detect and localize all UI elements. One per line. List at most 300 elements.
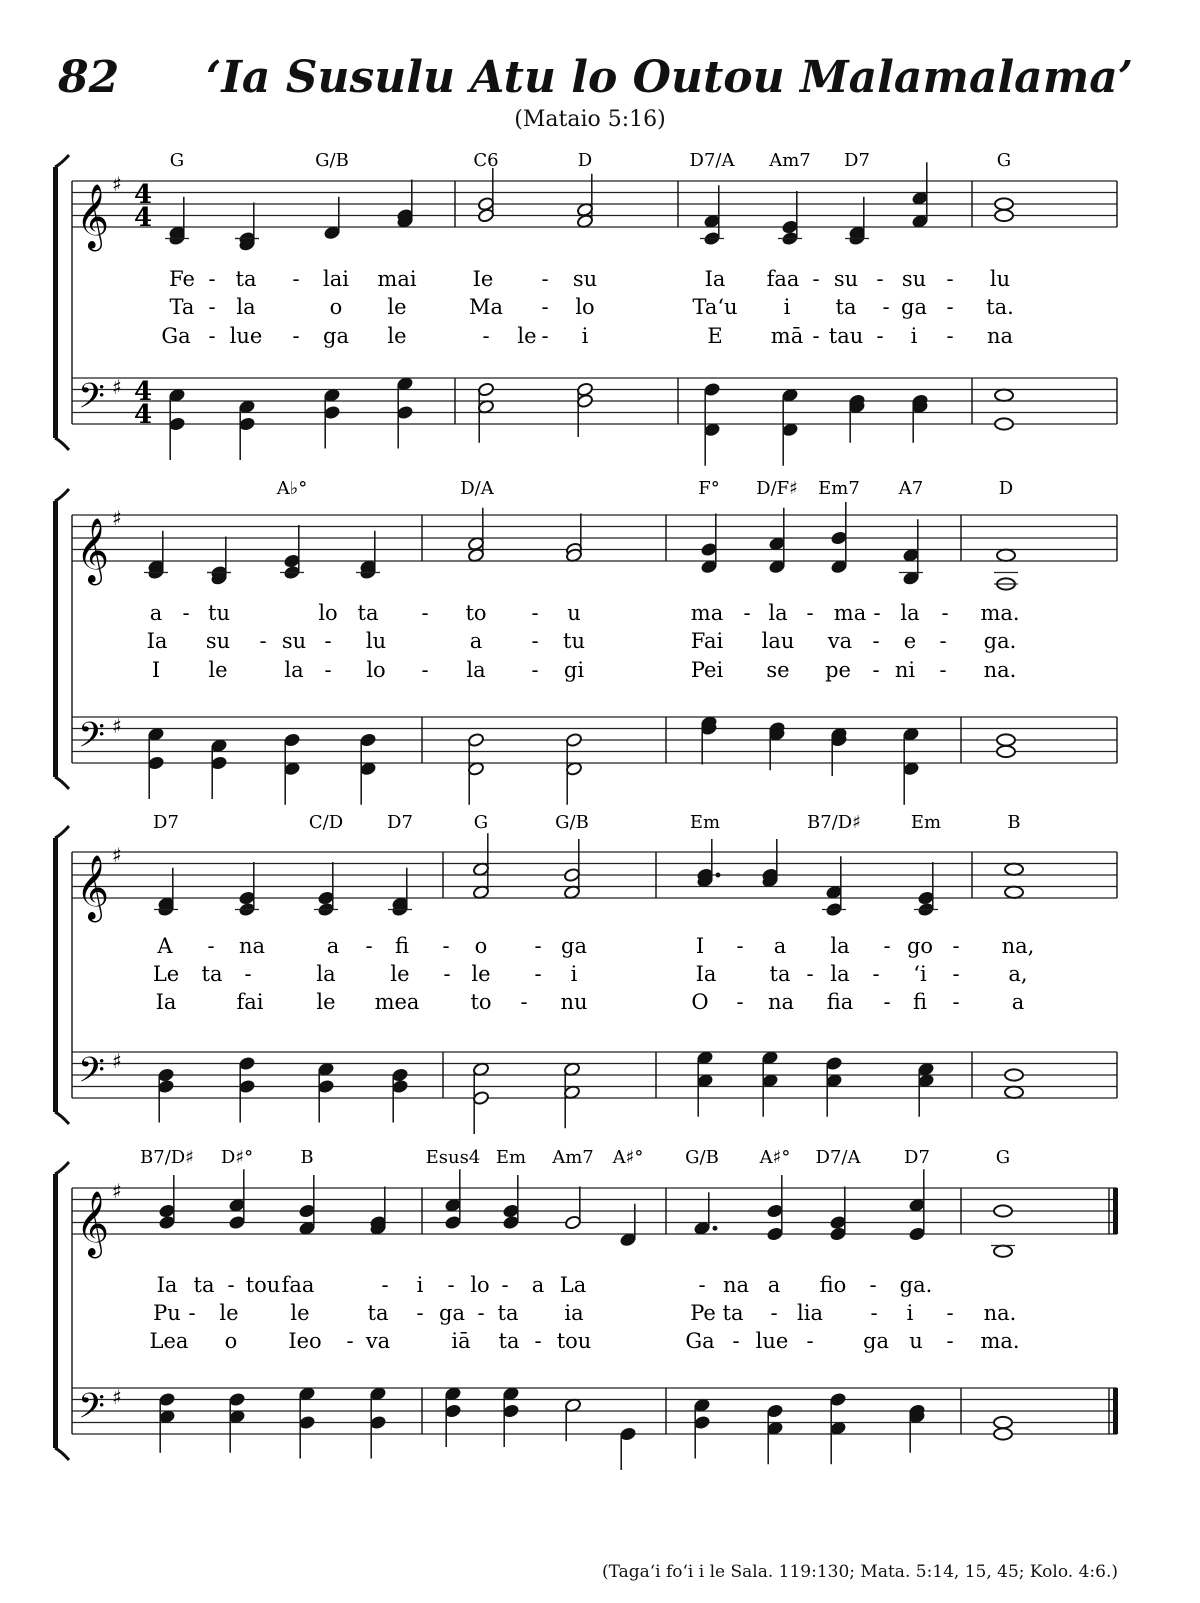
lyric-hyphen: - [806,601,814,625]
lyric-syllable: le [387,295,407,319]
note-head [238,1056,255,1071]
lyric-syllable: na, [1001,934,1035,958]
lyric-hyphen: - [534,934,542,958]
lyric-syllable: fio [819,1273,847,1297]
lyric-syllable: tu [563,629,585,653]
note-head [369,1415,386,1430]
chord-symbol: D7 [904,1147,930,1168]
chord-symbol: Am7 [552,1147,594,1168]
chord-symbol: D [998,478,1014,499]
lyric-syllable: Ia [155,990,177,1014]
note-head [829,1226,846,1241]
lyric-syllable: Ga [685,1329,715,1353]
note-head [825,1056,842,1071]
note-head [565,732,582,747]
lyric-hyphen: - [952,990,960,1014]
lyric-syllable: na [986,324,1014,348]
lyric-hyphen: - [873,601,881,625]
lyric-syllable: pe [825,658,851,682]
lyric-syllable: va [827,629,853,653]
lyric-hyphen: - [812,267,820,291]
note-head [502,1215,519,1230]
key-signature-sharp: ♯ [112,843,122,867]
lyric-syllable: a [1011,990,1025,1014]
chord-symbol: Esus4 [425,1147,481,1168]
lyric-syllable: la [236,295,256,319]
lyric-syllable: ta [235,267,257,291]
note-head [283,553,300,568]
lyric-syllable: ga [901,295,927,319]
lyric-syllable: lo [366,658,386,682]
bass-clef-icon: 𝄢 [78,1385,106,1435]
lyric-syllable: na. [983,658,1017,682]
lyric-syllable: mā [770,324,804,348]
lyric-syllable: la [768,601,788,625]
note-head [477,382,494,397]
note-head [995,198,1013,209]
lyric-hyphen: - [872,962,880,986]
note-head [298,1203,315,1218]
lyric-syllable: gi [563,658,585,682]
lyric-syllable: Ia [146,629,168,653]
lyric-syllable: su [572,267,598,291]
lyric-hyphen: - [324,629,332,653]
lyric-hyphen: - [534,962,542,986]
lyric-hyphen: - [946,324,954,348]
lyric-syllable: u [567,601,581,625]
lyric-hyphen: - [883,934,891,958]
lyric-hyphen: - [869,1273,877,1297]
system-bracket [53,1174,58,1448]
lyric-syllable: ta [722,1301,744,1325]
note-head [1005,1087,1023,1098]
note-head [829,1215,846,1230]
lyric-syllable: Ia [704,267,726,291]
lyric-syllable: a [149,601,163,625]
note-head [317,890,334,905]
augmentation-dot [716,873,721,878]
lyric-syllable: faa [766,267,800,291]
chord-symbol: D [577,150,593,171]
chord-symbol: G/B [315,150,349,171]
lyric-syllable: le [290,1301,310,1325]
lyric-syllable: e [903,629,917,653]
key-signature-sharp: ♯ [112,1385,122,1409]
lyric-syllable: ga [439,1301,465,1325]
lyric-syllable: lue [229,324,263,348]
lyric-syllable: ta. [986,295,1014,319]
lyric-hyphen: - [292,324,300,348]
note-head [766,1203,783,1218]
lyric-hyphen: - [531,658,539,682]
lyric-syllable: iā [451,1329,471,1353]
lyric-syllable: va [365,1329,391,1353]
lyric-syllable: nu [560,990,588,1014]
note-head [830,530,847,545]
lyric-syllable: ma. [980,601,1020,625]
chord-symbol: D7 [844,150,870,171]
lyric-syllable: le [219,1301,239,1325]
note-head [997,734,1015,745]
note-head [995,210,1013,221]
lyric-hyphen: - [812,324,820,348]
chord-symbol: Em [910,812,942,833]
system-bracket [53,501,58,777]
note-head [502,1403,519,1418]
lyric-syllable: ta [193,1273,215,1297]
chord-symbol: G [169,150,185,171]
lyric-hyphen: - [447,1273,455,1297]
lyric-syllable: lau [761,629,795,653]
note-head [238,1079,255,1094]
note-head [619,1426,636,1441]
chord-symbol: A♭° [276,478,308,499]
lyric-syllable: Pu [153,1301,181,1325]
lyric-syllable: le [390,962,410,986]
lyric-hyphen: - [770,1301,778,1325]
treble-clef-icon: 𝄞 [76,1191,110,1256]
lyric-syllable: i [570,962,578,986]
lyric-syllable: i [783,295,791,319]
note-head [283,732,300,747]
lyric-hyphen: - [182,601,190,625]
note-head [323,405,340,420]
chord-symbol: B [1007,812,1021,833]
lyric-hyphen: - [946,267,954,291]
lyric-hyphen: - [806,962,814,986]
lyric-hyphen: - [946,1301,954,1325]
bracket-hook-top [55,489,69,501]
lyric-syllable: la [316,962,336,986]
time-signature-bottom: 4 [134,203,153,233]
chord-symbol: G [473,812,489,833]
chord-symbol: A♯° [759,1147,791,1168]
lyric-syllable: lai [323,267,349,291]
hymn-title: ‘Ia Susulu Atu lo Outou Malamalama’ [206,52,1134,103]
lyric-hyphen: - [442,934,450,958]
lyric-hyphen: - [698,1273,706,1297]
lyric-hyphen: - [416,1301,424,1325]
note-head [168,416,185,431]
lyric-syllable: ia [564,1301,584,1325]
note-head [391,1067,408,1082]
system-bracket [53,167,58,438]
system-bracket [53,838,58,1112]
chord-symbol: G/B [685,1147,719,1168]
chord-symbol: Em [495,1147,527,1168]
bracket-hook-top [55,826,69,838]
lyric-syllable: na [722,1273,750,1297]
chord-symbol: G/B [555,812,589,833]
time-signature-top: 4 [134,180,153,210]
lyric-syllable: A [157,934,173,958]
lyric-hyphen: - [324,658,332,682]
lyric-hyphen: - [207,934,215,958]
bracket-hook-top [55,1162,69,1174]
bracket-hook-bottom [55,1112,69,1124]
lyric-syllable: ta [497,1301,519,1325]
final-barline-thick [1113,1188,1118,1234]
note-head [396,405,413,420]
key-signature-sharp: ♯ [112,506,122,530]
chord-symbol: B [300,1147,314,1168]
lyric-syllable: Fai [690,629,724,653]
key-signature-sharp: ♯ [112,1179,122,1203]
lyric-hyphen: - [946,1329,954,1353]
chord-symbol: F° [698,478,720,499]
lyric-syllable: le [208,658,228,682]
lyric-syllable: La [559,1273,587,1297]
lyric-hyphen: - [883,990,891,1014]
lyric-syllable: su [901,267,927,291]
lyric-syllable: le [471,962,491,986]
chord-symbol: A7 [898,478,924,499]
lyric-hyphen: - [872,658,880,682]
key-signature-sharp: ♯ [112,172,122,196]
lyric-syllable: la [284,658,304,682]
lyric-syllable: i [416,1273,424,1297]
note-head [564,1215,581,1230]
lyric-syllable: faa [281,1273,315,1297]
scripture-reference: (Mataio 5:16) [514,107,666,132]
note-head [994,1428,1012,1439]
lyric-hyphen: - [882,295,890,319]
note-head [997,746,1015,757]
augmentation-dot [713,1226,718,1231]
lyric-syllable: u [909,1329,923,1353]
lyric-hyphen: - [501,1273,509,1297]
lyric-syllable: su [281,629,307,653]
lyric-hyphen: - [292,267,300,291]
lyric-syllable: la [466,658,486,682]
lyric-hyphen: - [227,1273,235,1297]
lyric-hyphen: - [876,267,884,291]
lyric-syllable: na [238,934,266,958]
lyric-hyphen: - [208,324,216,348]
lyric-syllable: to [465,601,487,625]
treble-clef-icon: 𝄞 [76,518,110,583]
bracket-hook-bottom [55,1448,69,1460]
lyric-syllable: a [326,934,340,958]
note-head [391,1079,408,1094]
lyric-syllable: fia [826,990,854,1014]
lyric-syllable: ta [769,962,791,986]
lyric-syllable: la [830,934,850,958]
lyric-syllable: I [695,934,705,958]
note-head [238,416,255,431]
lyric-syllable: ma. [980,1329,1020,1353]
lyric-hyphen: - [259,629,267,653]
lyric-syllable: Pe [690,1301,716,1325]
note-head [576,393,593,408]
lyric-syllable: a, [1008,962,1028,986]
note-head [766,1226,783,1241]
lyric-syllable: tu [208,601,230,625]
note-head [766,1403,783,1418]
note-head [1005,887,1023,898]
bass-clef-icon: 𝄢 [78,714,106,764]
lyric-hyphen: - [941,601,949,625]
treble-clef-icon: 𝄞 [76,855,110,920]
chord-symbol: Am7 [769,150,811,171]
lyric-syllable: ga [323,324,349,348]
lyric-syllable: i [581,324,589,348]
lyric-hyphen: - [732,1329,740,1353]
lyric-syllable: Pei [690,658,724,682]
chord-symbol: C6 [473,150,499,171]
lyric-syllable: lo [470,1273,490,1297]
note-head [994,1246,1012,1257]
note-head [228,1392,245,1407]
note-head [700,542,717,557]
lyric-syllable: tou [245,1273,281,1297]
chord-symbol: C/D [308,812,344,833]
lyric-syllable: ta [498,1329,520,1353]
chord-symbol: G [995,1147,1011,1168]
lyric-syllable: na. [983,1301,1017,1325]
lyric-hyphen: - [736,934,744,958]
lyric-syllable: tou [556,1329,592,1353]
lyric-syllable: o [474,934,488,958]
lyric-syllable: le [387,324,407,348]
lyric-hyphen: - [531,601,539,625]
lyric-hyphen: - [365,934,373,958]
lyric-hyphen: - [421,658,429,682]
lyric-syllable: o [224,1329,238,1353]
chord-symbol: D7 [153,812,179,833]
note-head [444,1403,461,1418]
lyric-syllable: Le [152,962,180,986]
note-head [829,1392,846,1407]
note-head [472,1090,489,1105]
note-head [781,219,798,234]
chord-symbol: D7/A [689,150,735,171]
note-head [298,1415,315,1430]
note-head [228,1215,245,1230]
lyric-syllable: lia [797,1301,823,1325]
lyric-hyphen: - [188,1301,196,1325]
time-signature-bottom: 4 [134,400,153,430]
lyric-syllable: ga. [899,1273,933,1297]
lyric-syllable: ga [863,1329,889,1353]
lyric-hyphen: - [381,1273,389,1297]
lyric-syllable: Ia [156,1273,178,1297]
lyric-syllable: lu [365,629,387,653]
lyric-syllable: ta [201,962,223,986]
note-head [693,1415,710,1430]
lyric-syllable: a [767,1273,781,1297]
note-head [917,890,934,905]
lyric-hyphen: - [208,267,216,291]
lyric-hyphen: - [736,990,744,1014]
lyric-syllable: ni [894,658,916,682]
note-head [703,382,720,397]
lyric-syllable: Ta [169,295,195,319]
note-head [158,1203,175,1218]
lyric-syllable: la [900,601,920,625]
bass-clef-icon: 𝄢 [78,375,106,425]
lyric-syllable: a [773,934,787,958]
lyric-syllable: lue [755,1329,789,1353]
note-head [994,1417,1012,1428]
chord-symbol: B7/D♯ [807,812,861,833]
lyric-syllable: to [470,990,492,1014]
lyric-syllable: a [469,629,483,653]
lyric-syllable: lo [318,601,338,625]
chord-symbol: D7 [387,812,413,833]
lyric-syllable: Ieo [288,1329,322,1353]
lyric-hyphen: - [870,1301,878,1325]
lyric-syllable: O [691,990,709,1014]
key-signature-sharp: ♯ [112,375,122,399]
lyric-syllable: ta [357,601,379,625]
time-signature-top: 4 [134,377,153,407]
note-head [1005,1069,1023,1080]
note-head [502,1203,519,1218]
note-head [147,755,164,770]
lyric-syllable: I [151,658,161,682]
lyric-hyphen: - [541,324,549,348]
lyric-hyphen: - [482,324,490,348]
note-head [997,550,1015,561]
lyric-hyphen: - [534,1329,542,1353]
lyric-syllable: la [830,962,850,986]
key-signature-sharp: ♯ [112,1049,122,1073]
lyric-syllable: ma [833,601,867,625]
lyric-syllable: se [766,658,790,682]
lyric-hyphen: - [952,934,960,958]
note-head [158,1215,175,1230]
chord-symbol: D♯° [220,1147,254,1168]
lyric-syllable: ta [367,1301,389,1325]
chord-symbol: G [996,150,1012,171]
lyric-hyphen: - [541,267,549,291]
lyric-syllable: Ia [695,962,717,986]
note-head [995,390,1013,401]
chord-symbol: B7/D♯ [140,1147,194,1168]
bracket-hook-bottom [55,777,69,789]
lyric-syllable: E [707,324,723,348]
lyric-syllable: o [329,295,343,319]
lyric-syllable: Lea [149,1329,189,1353]
lyric-syllable: mea [374,990,420,1014]
note-head [994,1205,1012,1216]
note-head [908,1226,925,1241]
lyric-syllable: mai [377,267,417,291]
hymn-number: 82 [58,52,120,103]
note-head [210,755,227,770]
lyric-syllable: a [531,1273,545,1297]
bracket-hook-top [55,155,69,167]
note-head [238,890,255,905]
lyric-hyphen: - [939,658,947,682]
lyric-syllable: Fe [169,267,195,291]
lyric-hyphen: - [477,1301,485,1325]
lyric-syllable: le [517,324,537,348]
chord-symbol: A♯° [612,1147,644,1168]
lyric-hyphen: - [421,601,429,625]
lyric-hyphen: - [946,295,954,319]
lyric-syllable: su [833,267,859,291]
lyric-syllable: tau [828,324,864,348]
lyric-hyphen: - [244,962,252,986]
lyric-hyphen: - [531,629,539,653]
note-head [359,732,376,747]
lyric-hyphen: - [872,629,880,653]
lyric-syllable: fi [394,934,410,958]
lyric-syllable: le [316,990,336,1014]
lyric-syllable: su [205,629,231,653]
